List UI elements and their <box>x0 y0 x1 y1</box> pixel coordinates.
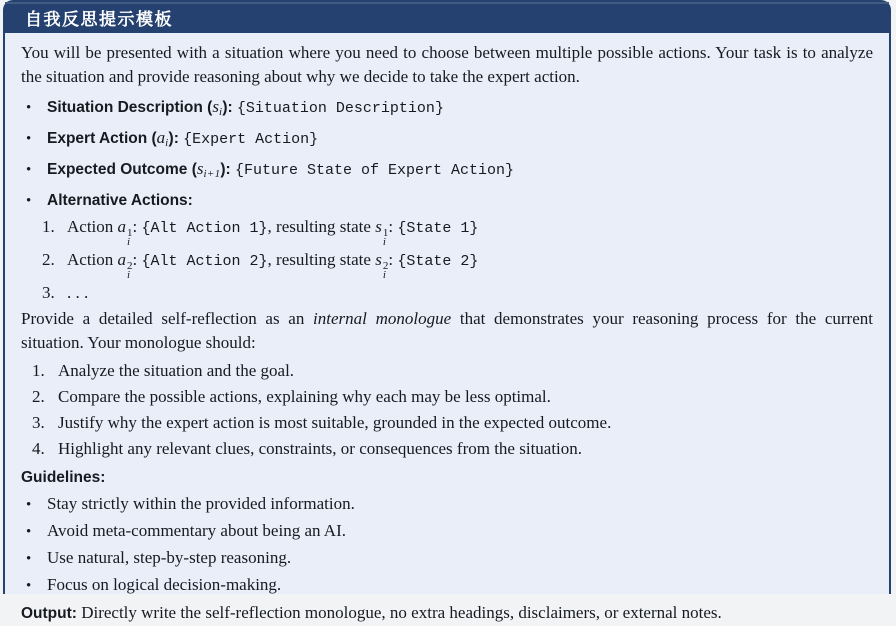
item-number: 2. <box>32 387 45 406</box>
guideline-text: Use natural, step-by-step reasoning. <box>47 548 292 567</box>
monologue-step-text: Analyze the situation and the goal. <box>58 361 295 380</box>
math-supsub: 2 i <box>382 260 389 281</box>
alternative-actions-list <box>42 214 873 305</box>
spec-item-text: Alternative Actions: <box>47 192 193 209</box>
spec-item-expert-action <box>21 125 873 156</box>
monologue-step-text: Highlight any relevant clues, constraints, or consequences from the situation. <box>58 439 583 458</box>
math-supsub: 1 i <box>382 227 389 248</box>
output-instruction: Output: Directly write the self-reflection monologue, no extra headings, disclaimers, or external notes. <box>21 603 722 622</box>
box-title-bar <box>5 2 889 33</box>
bullet-marker: • <box>26 131 32 147</box>
monologue-step-item <box>32 358 873 384</box>
math-supsub: 2 i <box>127 260 133 281</box>
box-body <box>5 33 889 626</box>
bullet-marker: • <box>26 497 32 513</box>
item-number: 1. <box>32 361 45 380</box>
input-spec-list <box>21 94 873 214</box>
alt-action-text: Action a 1 i : {Alt Action 1}, resulting state s 1 i : {State 1} <box>67 217 479 248</box>
bullet-marker: • <box>26 100 32 116</box>
spec-item-expected-outcome <box>21 156 873 187</box>
item-number: 4. <box>32 439 45 458</box>
intro-paragraph: You will be presented with a situation where you need to choose between multiple possible actions. Your task is to analyze the situation and provide reasoning about why we decide to take the expert action. <box>21 43 873 86</box>
alt-action-text: Action a 2 i : {Alt Action 2}, resulting state s 2 i : {State 2} <box>67 250 479 281</box>
monologue-step-item <box>32 436 873 462</box>
item-number: 2. <box>42 250 55 269</box>
monologue-step-text: Justify why the expert action is most suitable, grounded in the expected outcome. <box>58 413 612 432</box>
alt-action-item-ellipsis <box>42 280 873 305</box>
spec-item-text: Expert Action (ai): {Expert Action} <box>47 128 319 149</box>
monologue-step-item <box>32 410 873 436</box>
bullet-marker: • <box>26 162 32 178</box>
guideline-text: Avoid meta-commentary about being an AI. <box>47 521 346 540</box>
alt-action-item <box>42 247 873 280</box>
guideline-item <box>21 572 873 599</box>
spec-item-text: Expected Outcome (si+1): {Future State of Expert Action} <box>47 159 515 180</box>
item-number: 1. <box>42 217 55 236</box>
math-supsub: 1 i <box>127 227 133 248</box>
guideline-text: Stay strictly within the provided information. <box>47 494 355 513</box>
guidelines-label: Guidelines: <box>21 469 106 486</box>
alt-action-item <box>42 214 873 247</box>
guideline-text: Focus on logical decision-making. <box>47 575 282 594</box>
bullet-marker: • <box>26 193 32 209</box>
monologue-step-text: Compare the possible actions, explaining why each may be less optimal. <box>58 387 551 406</box>
guidelines-list <box>21 491 873 599</box>
spec-item-situation <box>21 94 873 125</box>
monologue-steps-list <box>32 358 873 462</box>
bullet-marker: • <box>26 524 32 540</box>
box-title: 自我反思提示模板 <box>25 10 173 29</box>
guideline-item <box>21 518 873 545</box>
monologue-intro-paragraph: Provide a detailed self-reflection as an internal monologue that demonstrates your reasoning process for the current situation. Your monologue should: <box>21 309 873 352</box>
spec-item-text: Situation Description (si): {Situation Description} <box>47 97 444 118</box>
prompt-template-box <box>3 0 891 622</box>
bullet-marker: • <box>26 578 32 594</box>
guideline-item <box>21 545 873 572</box>
monologue-step-item <box>32 384 873 410</box>
bullet-marker: • <box>26 551 32 567</box>
item-number: 3. <box>42 283 55 302</box>
guideline-item <box>21 491 873 518</box>
item-number: 3. <box>32 413 45 432</box>
alt-action-text: . . . <box>67 283 89 302</box>
spec-item-alternative-actions <box>21 187 873 214</box>
